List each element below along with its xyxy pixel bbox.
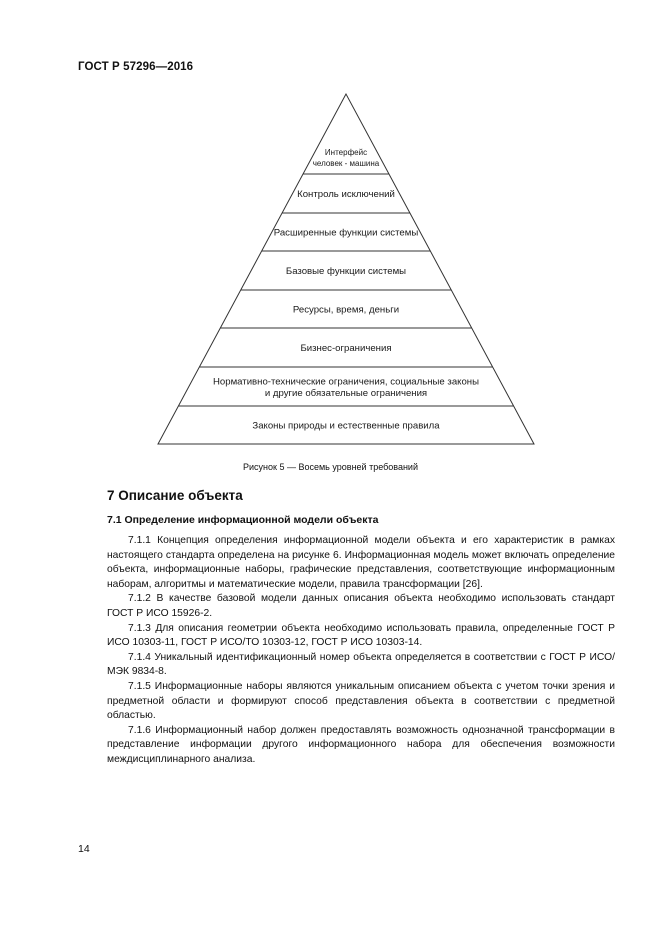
pyramid-level-label: и другие обязательные ограничения <box>264 387 428 399</box>
pyramid-level-label: Базовые функции системы <box>285 266 407 277</box>
body-text <box>107 534 615 768</box>
pyramid-level-label: Ресурсы, время, деньги <box>292 304 400 316</box>
page-number: 14 <box>78 843 90 855</box>
paragraph-7-1-4: 7.1.4 Уникальный идентификационный номер объекта определяется в соответствии с ГОСТ Р ИСО/МЭК 9834-8. <box>107 651 615 678</box>
paragraph-7-1-5: 7.1.5 Информационные наборы являются уникальным описанием объекта с учетом точки зрения и предметной области и формируют способ представления объекта в соответствии с предметной областью. <box>107 680 615 722</box>
figure-caption: Рисунок 5 — Восемь уровней требований <box>243 462 418 472</box>
pyramid-level-label: человек - машина <box>312 159 380 168</box>
pyramid-level-label: Законы природы и естественные правила <box>252 420 440 432</box>
pyramid-level-label: Нормативно-технические ограничения, социальные законы <box>212 376 480 388</box>
pyramid-level-label: Бизнес-ограничения <box>300 343 392 354</box>
paragraph-7-1-3: 7.1.3 Для описания геометрии объекта необходимо использовать правила, определенные ГОСТ Р ИСО 10303-11, ГОСТ Р ИСО/ТО 10303-12, ГОСТ Р ИСО 10303-14. <box>107 622 615 649</box>
pyramid-level-label: Интерфейс <box>324 148 368 157</box>
document-header: ГОСТ Р 57296—2016 <box>78 61 194 73</box>
pyramid-level-label: Контроль исключений <box>297 189 395 200</box>
paragraph-7-1-1: 7.1.1 Концепция определения информационной модели объекта и его характеристик в рамках настоящего стандарта определена на рисунке 6. Информационная модель может включать определение объекта, информационные наборы, графические представления, соответствующие информационным наборам, алгоритмы и математические модели, правила трансформации [26]. <box>107 535 615 590</box>
paragraph-7-1-6: 7.1.6 Информационный набор должен предоставлять возможность однозначной трансформации в представление информации другого информационного набора для обеспечения возможности междисциплинарного анализа. <box>107 724 615 765</box>
subsection-title: 7.1 Определение информационной модели объекта <box>107 514 379 526</box>
pyramid-level-label: Расширенные функции системы <box>273 227 419 239</box>
paragraph-7-1-2: 7.1.2 В качестве базовой модели данных описания объекта необходимо использовать стандарт ГОСТ Р ИСО 15926-2. <box>107 593 615 619</box>
requirements-pyramid-figure <box>0 0 661 460</box>
section-title: 7 Описание объекта <box>107 488 243 503</box>
